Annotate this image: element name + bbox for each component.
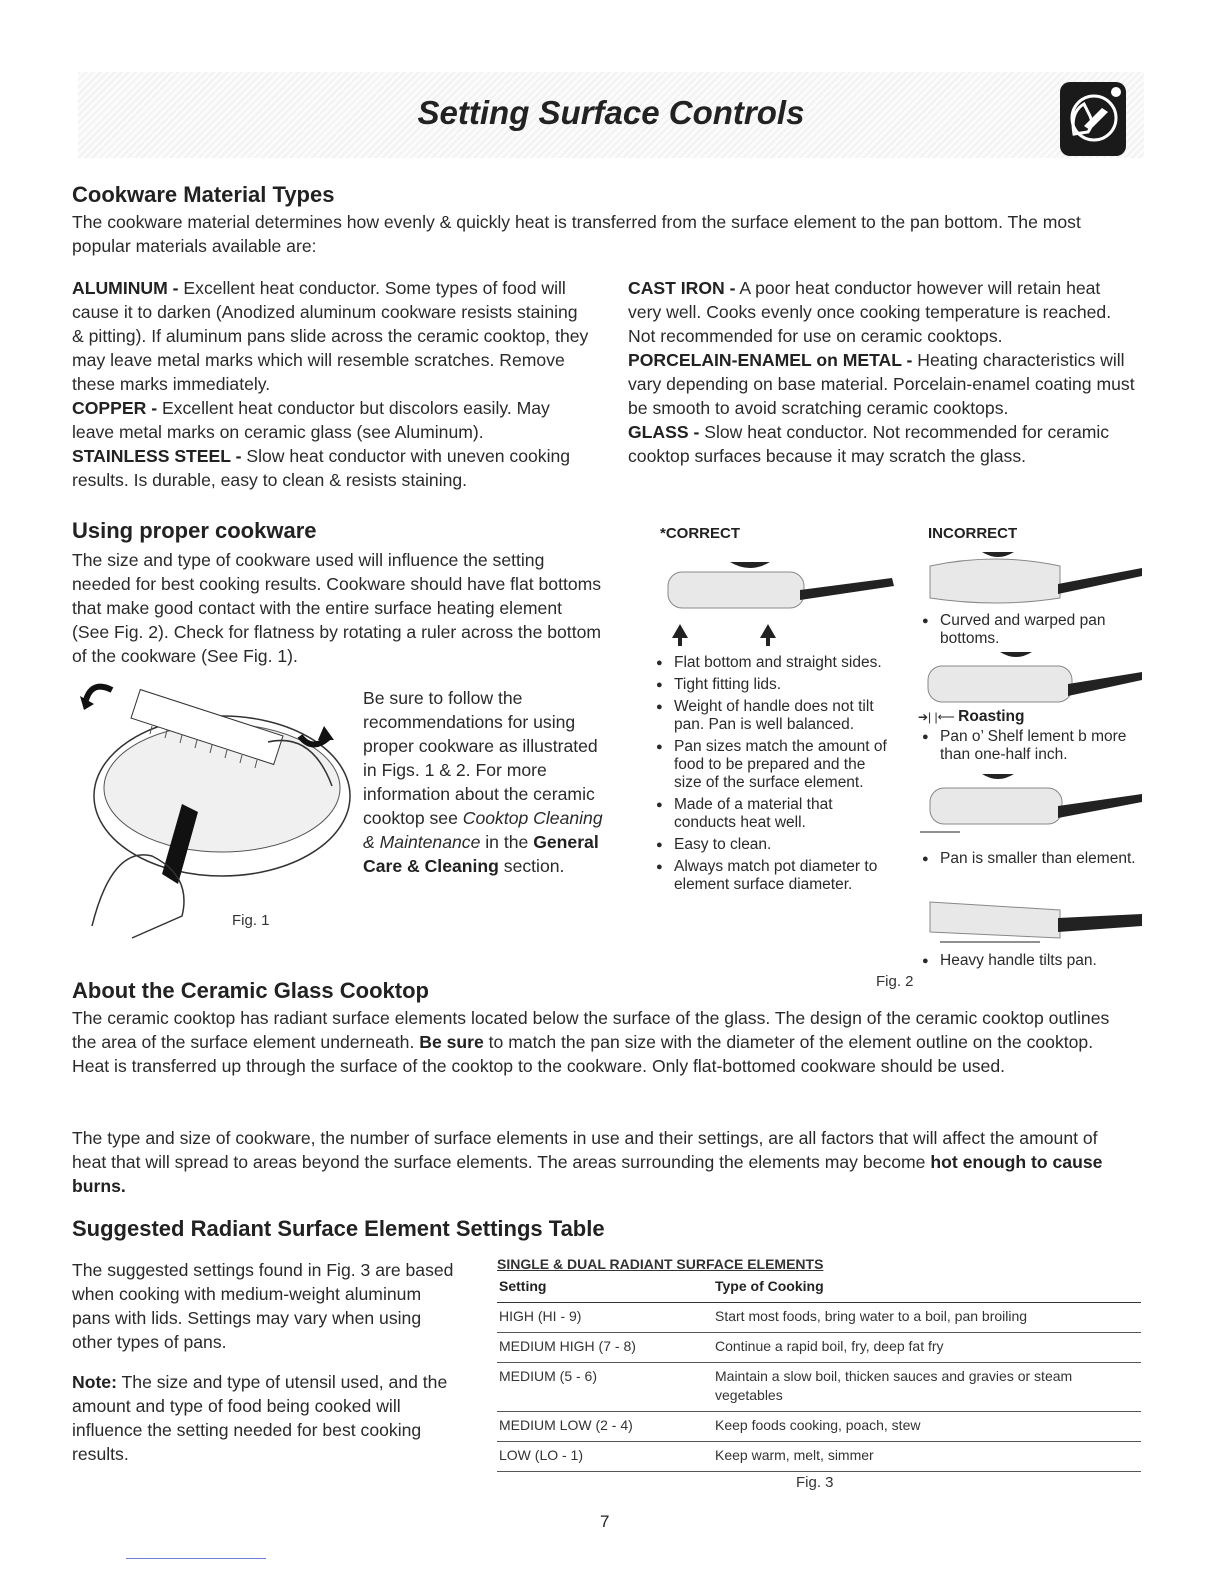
incorrect-label: INCORRECT [928,525,1018,542]
cookware-material-heading: Cookware Material Types [72,182,335,207]
roasting-label: Roasting [958,708,1025,725]
table-row: HIGH (HI - 9) Start most foods, bring water to a boil, pan broiling [497,1303,1141,1333]
list-item: ● Curved and warped pan bottoms. [918,612,1148,648]
ceramic-paragraph-1: The ceramic cooktop has radiant surface elements located below the surface of the glass. The design of the ceramic cooktop outlines the area of the surface element underneath. Be sure to match the pan size with the diameter of the element outline on the cooktop. Heat is transferred up through the surface of the cooktop to the cookware. Only flat-bottomed cookware should be used. [72,1008,1110,1076]
table-header-row [497,1273,1141,1303]
list-item: ● Pan sizes match the amount of food to be prepared and the size of the surface element. [652,738,892,792]
incorrect-item-warped [918,612,1148,652]
material-copper: COPPER - Excellent heat conductor but discolors easily. May leave metal marks on ceramic glass (see Aluminum). [72,398,550,442]
correct-label: *CORRECT [660,525,741,542]
list-item: ● Tight fitting lids. [652,676,892,694]
proper-cookware-body: The size and type of cookware used will influence the setting needed for best cooking results. Cookware should have flat bottoms that make good contact with the entire surface heating element (See Fig. 2). Check for flatness by rotating a ruler across the bottom of the cookware (See Fig. 1). [72,550,602,666]
table-row: MEDIUM HIGH (7 - 8) Continue a rapid boil, fry, deep fat fry [497,1333,1141,1363]
roasting-row: ➔| |⟵ Roasting [918,708,1025,725]
ceramic-paragraph-2: The type and size of cookware, the number of surface elements in use and their settings, are all factors that will affect the amount of heat that will spread to areas beyond the surface elements. The areas surrounding the elements may become hot enough to cause burns. [72,1128,1103,1196]
incorrect-pan-overhang [920,650,1144,710]
incorrect-pan-small [920,770,1144,840]
list-item: ● Flat bottom and straight sides. [652,654,892,672]
list-item: ● Always match pot diameter to element surface diameter. [652,858,892,894]
column-header-setting: Setting [497,1273,713,1303]
material-glass: GLASS - Slow heat conductor. Not recommended for ceramic cooktop surfaces because it may scratch the glass. [628,422,1110,466]
footer-divider [126,1558,266,1559]
incorrect-item-small [918,850,1148,872]
cookware-material-intro: The cookware material determines how evenly & quickly heat is transferred from the surface element to the pan bottom. The most popular materials available are: [72,212,1081,256]
list-item: ● Made of a material that conducts heat well. [652,796,892,832]
settings-note: Note: The size and type of utensil used, and the amount and type of food being cooked will influence the setting needed for best cooking results. [72,1372,448,1464]
material-cast-iron: CAST IRON - A poor heat conductor however will retain heat very well. Cooks evenly once cooking temperature is reached. Not recommended for use on ceramic cooktops. [628,278,1112,346]
column-header-type: Type of Cooking [713,1273,1141,1303]
fig1-caption: Fig. 1 [232,912,270,929]
correct-list [652,654,892,898]
hand-dial-icon [1060,82,1126,156]
material-porcelain-enamel: PORCELAIN-ENAMEL on METAL - Heating characteristics will vary depending on base material. Porcelain-enamel coating must be smooth to avoid scratching ceramic cooktops. [628,350,1135,418]
table-row: MEDIUM LOW (2 - 4) Keep foods cooking, poach, stew [497,1412,1141,1442]
table-row: LOW (LO - 1) Keep warm, melt, simmer [497,1442,1141,1472]
settings-intro: The suggested settings found in Fig. 3 are based when cooking with medium-weight aluminum pans with lids. Settings may vary when using other types of pans. [72,1260,454,1352]
incorrect-pan-heavy-handle [920,892,1144,946]
fig2-caption: Fig. 2 [876,973,914,990]
fig1-illustration [72,676,362,946]
correct-pan-illustration [660,550,900,650]
materials-left-column [72,276,592,492]
incorrect-item-overhang [918,728,1148,768]
title-banner [78,72,1144,158]
incorrect-item-heavy [918,952,1148,974]
fig3-caption: Fig. 3 [796,1474,834,1491]
materials-right-column [628,276,1138,468]
fig1-side-text: Be sure to follow the recommendations for using proper cookware as illustrated in Figs. 1 & 2. For more information about the ceramic cooktop see Cooktop Cleaning & Maintenance in the General Care & Cleaning section. [363,688,603,876]
ceramic-heading: About the Ceramic Glass Cooktop [72,978,429,1003]
proper-cookware-heading: Using proper cookware [72,518,317,543]
incorrect-pan-warped [920,548,1144,608]
list-item: ● Weight of handle does not tilt pan. Pan is well balanced. [652,698,892,734]
page-number: 7 [600,1512,610,1531]
settings-table [497,1273,1141,1472]
settings-heading: Suggested Radiant Surface Element Settings Table [72,1216,605,1241]
page-title: Setting Surface Controls [417,94,805,131]
material-aluminum: ALUMINUM - Excellent heat conductor. Some types of food will cause it to darken (Anodized aluminum cookware resists staining & pitting). If aluminum pans slide across the ceramic cooktop, they may leave metal marks which will resemble scratches. Remove these marks immediately. [72,278,589,394]
list-item: ● Heavy handle tilts pan. [918,952,1148,970]
list-item: ● Easy to clean. [652,836,892,854]
list-item: ● Pan o’ Shelf lement b more than one-half inch. [918,728,1148,764]
material-stainless-steel: STAINLESS STEEL - Slow heat conductor with uneven cooking results. Is durable, easy to clean & resists staining. [72,446,571,490]
table-row: MEDIUM (5 - 6) Maintain a slow boil, thicken sauces and gravies or steam vegetables [497,1363,1141,1412]
list-item: ● Pan is smaller than element. [918,850,1148,868]
table-title: SINGLE & DUAL RADIANT SURFACE ELEMENTS [497,1256,824,1272]
